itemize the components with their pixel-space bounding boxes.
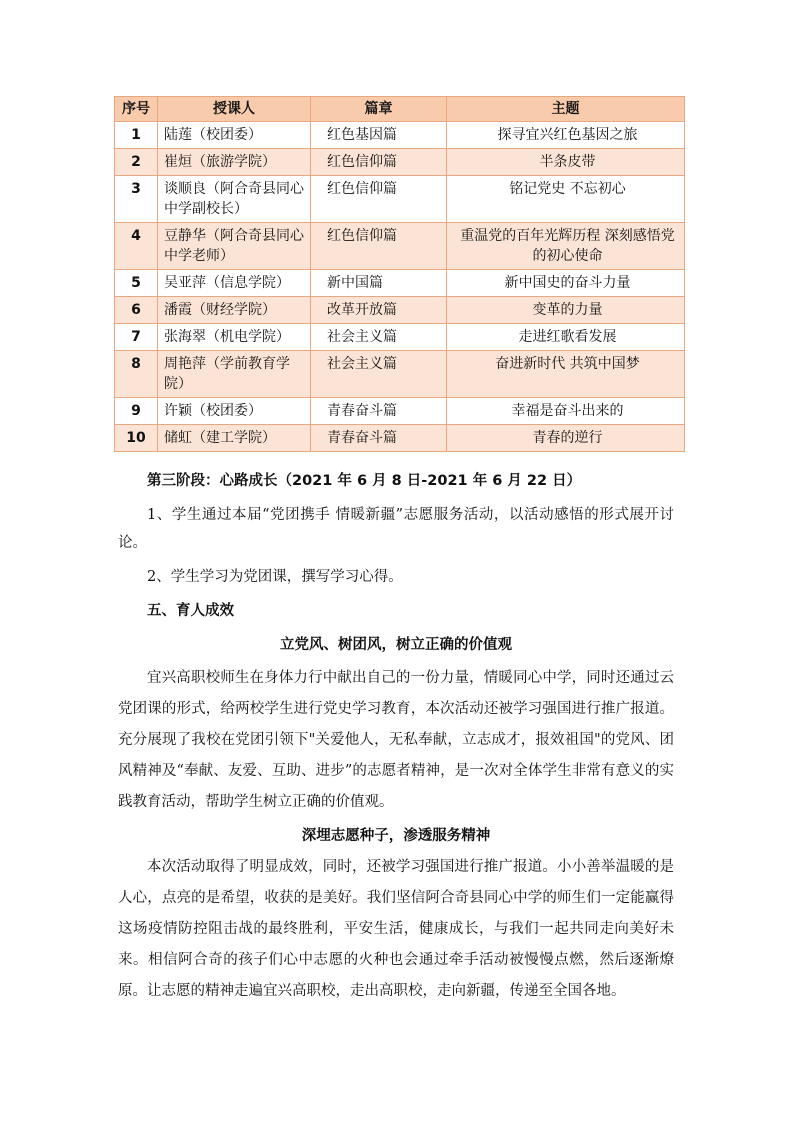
table-row <box>115 223 685 270</box>
header-teacher: 授课人 <box>158 97 311 122</box>
row-teacher: 陆莲（校团委） <box>158 122 311 149</box>
row-teacher: 许颖（校团委） <box>158 398 311 425</box>
row-topic: 奋进新时代 共筑中国梦 <box>447 351 685 398</box>
table-row <box>115 270 685 297</box>
row-chapter: 青春奋斗篇 <box>311 425 447 452</box>
row-no: 9 <box>115 398 158 425</box>
table-row <box>115 351 685 398</box>
row-no: 5 <box>115 270 158 297</box>
row-chapter: 社会主义篇 <box>311 351 447 398</box>
row-no: 4 <box>115 223 158 270</box>
row-no: 10 <box>115 425 158 452</box>
row-topic: 青春的逆行 <box>447 425 685 452</box>
stage3-block <box>118 467 674 1007</box>
section5-subheading-2: 深埋志愿种子，渗透服务精神 <box>301 828 491 844</box>
row-teacher: 崔烜（旅游学院） <box>158 149 311 176</box>
row-teacher: 潘霞（财经学院） <box>158 297 311 324</box>
row-no: 3 <box>115 176 158 223</box>
table-row <box>115 425 685 452</box>
table-row <box>115 297 685 324</box>
section5-title: 五、育人成效 <box>147 603 234 619</box>
row-no: 2 <box>115 149 158 176</box>
row-topic: 重温党的百年光辉历程 深刻感悟党的初心使命 <box>447 223 685 270</box>
row-chapter: 红色信仰篇 <box>311 149 447 176</box>
row-topic: 新中国史的奋斗力量 <box>447 270 685 297</box>
row-teacher: 豆静华（阿合奇县同心中学老师） <box>158 223 311 270</box>
section5-paragraph-1: 宜兴高职校师生在身体力行中献出自己的一份力量，情暖同心中学，同时还通过云党团课的形式，给两校学生进行党史学习教育，本次活动还被学习强国进行推广报道。充分展现了我校在党团引领下"关爱他人，无私奉献，立志成才，报效祖国"的党风、团风精神及“奉献、友爱、互助、进步”的志愿者精神，是一次对全体学生非常有意义的实践教育活动，帮助学生树立正确的价值观。 <box>118 670 674 810</box>
table-row <box>115 176 685 223</box>
header-topic: 主题 <box>447 97 685 122</box>
row-teacher: 谈顺良（阿合奇县同心中学副校长） <box>158 176 311 223</box>
stage3-title: 第三阶段：心路成长（2021 年 6 月 8 日-2021 年 6 月 22 日） <box>147 473 582 489</box>
header-no: 序号 <box>115 97 158 122</box>
row-teacher: 吴亚萍（信息学院） <box>158 270 311 297</box>
row-no: 7 <box>115 324 158 351</box>
row-chapter: 红色基因篇 <box>311 122 447 149</box>
row-topic: 铭记党史 不忘初心 <box>447 176 685 223</box>
row-teacher: 储虹（建工学院） <box>158 425 311 452</box>
table-row <box>115 149 685 176</box>
row-topic: 变革的力量 <box>447 297 685 324</box>
row-chapter: 社会主义篇 <box>311 324 447 351</box>
section5-paragraph-2: 本次活动取得了明显成效，同时，还被学习强国进行推广报道。小小善举温暖的是人心，点亮的是希望，收获的是美好。我们坚信阿合奇县同心中学的师生们一定能赢得这场疫情防控阻击战的最终胜利，平安生活，健康成长，与我们一起共同走向美好未来。相信阿合奇的孩子们心中志愿的火种也会通过牵手活动被慢慢点燃，然后逐渐燎原。让志愿的精神走遍宜兴高职校，走出高职校，走向新疆，传递至全国各地。 <box>118 859 674 999</box>
section5-subheading-1: 立党风、树团风，树立正确的价值观 <box>280 637 512 653</box>
row-chapter: 改革开放篇 <box>311 297 447 324</box>
stage3-item-2: 2、学生学习为党团课，撰写学习心得。 <box>147 569 403 585</box>
row-topic: 幸福是奋斗出来的 <box>447 398 685 425</box>
row-chapter: 红色信仰篇 <box>311 176 447 223</box>
row-no: 1 <box>115 122 158 149</box>
course-table <box>114 96 685 452</box>
table-row <box>115 122 685 149</box>
row-topic: 走进红歌看发展 <box>447 324 685 351</box>
row-no: 8 <box>115 351 158 398</box>
row-teacher: 张海翠（机电学院） <box>158 324 311 351</box>
row-no: 6 <box>115 297 158 324</box>
table-row <box>115 324 685 351</box>
row-chapter: 青春奋斗篇 <box>311 398 447 425</box>
row-topic: 探寻宜兴红色基因之旅 <box>447 122 685 149</box>
row-topic: 半条皮带 <box>447 149 685 176</box>
row-chapter: 红色信仰篇 <box>311 223 447 270</box>
table-header-row <box>115 97 685 122</box>
table-row <box>115 398 685 425</box>
row-chapter: 新中国篇 <box>311 270 447 297</box>
header-chapter: 篇章 <box>311 97 447 122</box>
stage3-item-1: 1、学生通过本届“党团携手 情暖新疆”志愿服务活动，以活动感悟的形式展开讨论。 <box>118 507 674 551</box>
row-teacher: 周艳萍（学前教育学院） <box>158 351 311 398</box>
